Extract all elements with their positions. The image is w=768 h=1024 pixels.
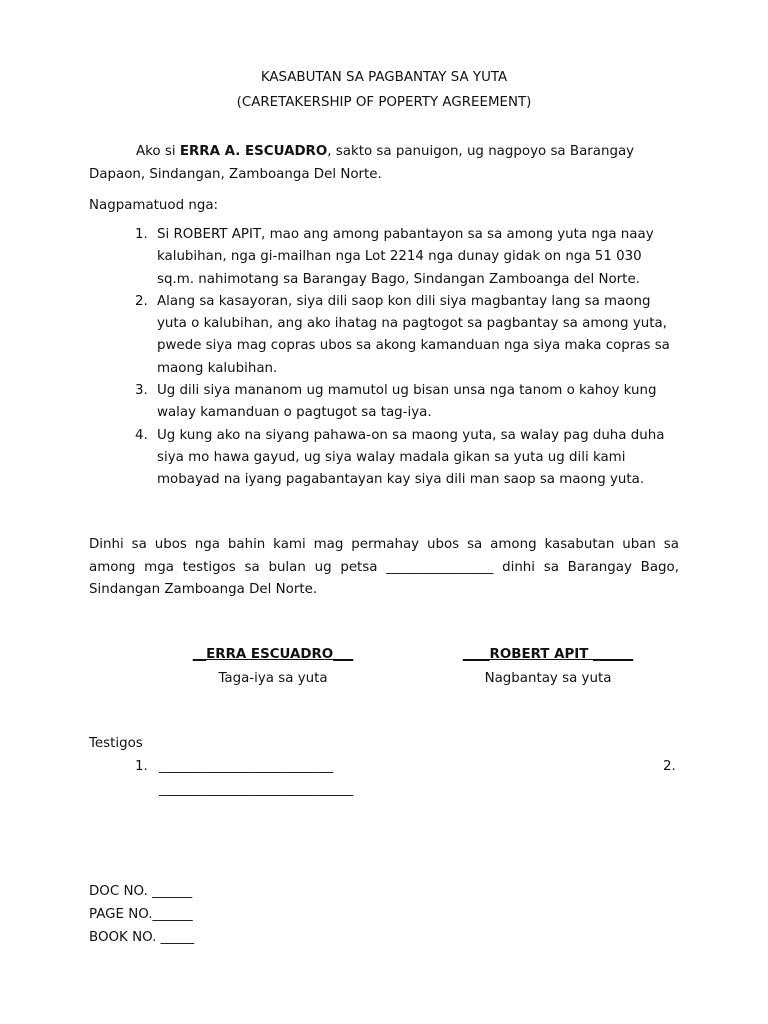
item-text: Ug kung ako na siyang pahawa-on sa maong yuta, sa walay pag duha duha siya mo hawa gayud, ug siya walay madala gikan sa yuta ug dili kami mobayad na iyang pagabantayan kay siya dili man saop sa maong yuta. [157,427,665,488]
caretaker-signature-block [430,646,666,688]
intro-paragraph [89,141,679,186]
owner-signature-block [154,646,392,688]
witness-1-line: __________________________ [159,759,334,774]
item-number: 3. [135,383,148,399]
witnesses-label: Testigos [89,736,143,751]
intro-prefix: Ako si [136,144,180,159]
declaration-list [89,224,679,492]
item-number: 1. [135,227,148,242]
owner-name: ERRA A. ESCUADRO [179,144,328,159]
item-number: 4. [135,427,148,443]
book-number: BOOK NO. _____ [89,930,195,945]
list-item [89,380,679,425]
item-text: Si ROBERT APIT, mao ang among pabantayon sa sa among yuta nga naay kalubihan, nga gi-mailhan nga Lot 2214 nga dunay gidak on nga 51 030 sq.m. nahimotang sa Barangay Bago, Sindangan Zamboanga del Norte. [157,227,654,287]
owner-role: Taga-iya sa yuta [218,671,328,686]
document-subtitle: (CARETAKERSHIP OF POPERTY AGREEMENT) [236,95,532,110]
caretaker-role: Nagbantay sa yuta [484,671,612,686]
closing-paragraph: Dinhi sa ubos nga bahin kami mag permahay ubos sa among kasabutan uban sa among mga testigos sa bulan ug petsa ________________ dinhi sa Barangay Bago, Sindangan Zamboanga Del Norte. [89,537,679,597]
witness-2-number: 2. [663,759,676,774]
witness-2-line: _____________________________ [159,782,354,797]
declaration-label: Nagpamatuod nga: [89,198,219,213]
list-item [89,291,679,380]
item-text: Ug dili siya mananom ug mamutol ug bisan unsa nga tanom o kahoy kung walay kamanduan o pagtugot sa tag-iya. [157,383,657,421]
list-item [89,425,679,492]
witness-1-number: 1. [135,759,148,774]
page-number: PAGE NO.______ [89,907,193,922]
item-text: Alang sa kasayoran, siya dili saop kon dili siya magbantay lang sa maong yuta o kalubihan, ang ako ihatag na pagtogot sa pagbantay sa among yuta, pwede siya mag copras ubos sa akong kamanduan nga siya maka copras sa maong kalubihan. [157,293,670,376]
document-title: KASABUTAN SA PAGBANTAY SA YUTA [260,70,508,85]
intro-suffix: , sakto sa panuigon, ug nagpoyo sa Barangay Dapaon, Sindangan, Zamboanga Del Norte. [89,144,635,182]
item-number: 2. [135,293,148,309]
list-item [89,224,679,291]
caretaker-signature-name: ____ROBERT APIT ______ [462,647,634,662]
owner-signature-name: __ERRA ESCUADRO___ [192,647,354,662]
doc-number: DOC NO. ______ [89,884,193,899]
